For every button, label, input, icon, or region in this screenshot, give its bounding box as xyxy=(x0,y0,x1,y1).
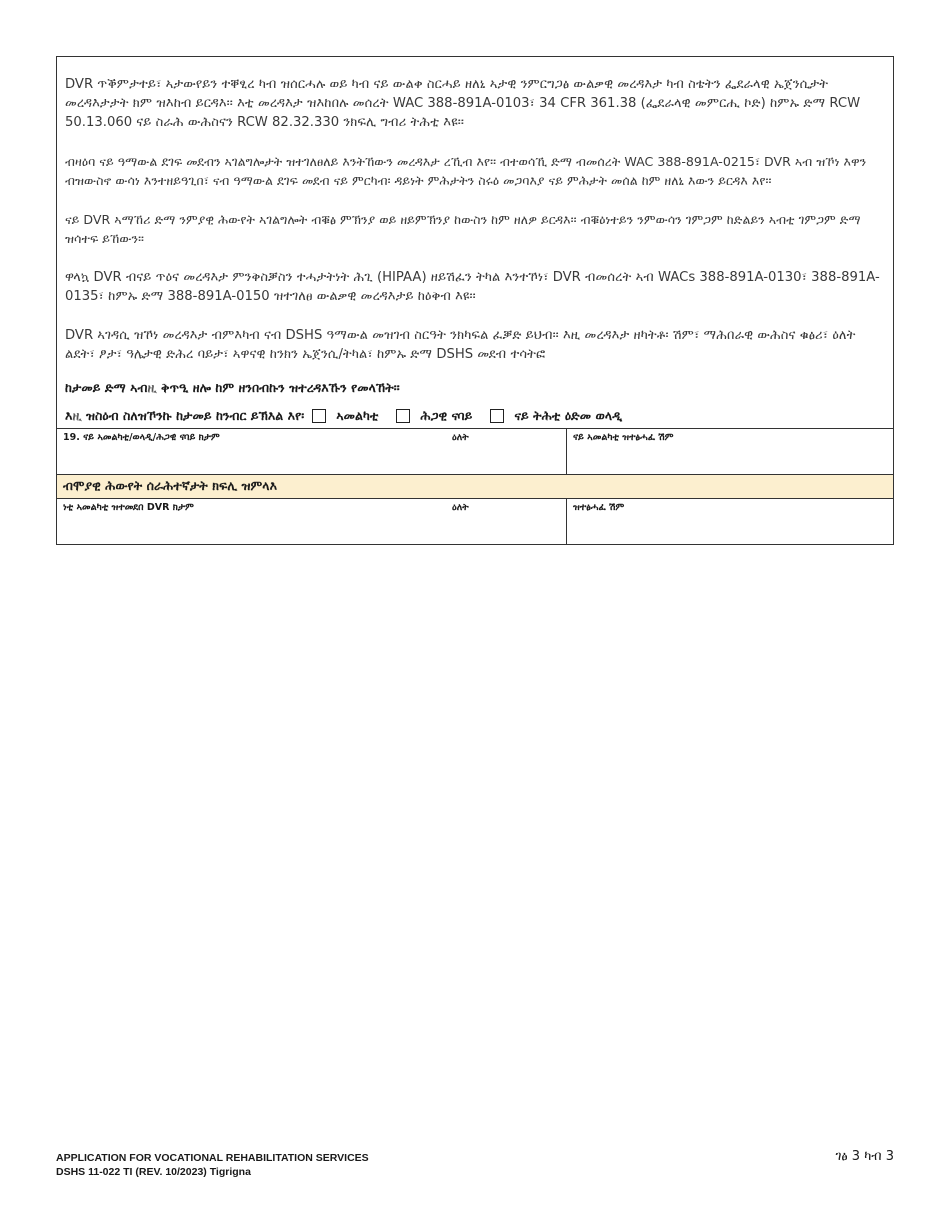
counselor-printed-name-field[interactable]: ዝተፅሓፈ ሽም xyxy=(573,502,625,513)
form-title: APPLICATION FOR VOCATIONAL REHABILITATION SERVICES xyxy=(56,1152,369,1164)
signer-option-applicant[interactable] xyxy=(312,408,378,424)
applicant-label: ኣመልካቲ xyxy=(336,408,379,423)
signer-role-line xyxy=(65,404,885,428)
applicant-signature-field[interactable]: 19. ናይ ኣመልካቲ/ወላዲ/ሕጋዊ ናባይ ክታም xyxy=(63,432,220,443)
applicant-checkbox[interactable] xyxy=(312,409,326,423)
form-footer xyxy=(56,1151,369,1179)
applicant-date-field[interactable]: ዕለት xyxy=(446,429,567,474)
paragraph-client-assistance: ብዛዕባ ናይ ዓማውል ደገፍ መደብን ኣገልግሎታት ዝተገለፀለይ እንትኸውን መረዳእታ ረኺብ እየ፡፡ ብተወሳኺ ድማ ብመሰረት WAC 388-891A-0215፣ DVR ኣብ ዝኾነ እዋን ብዝውስኖ ውሳነ እንተዘይዓጊበ፣ ናብ ዓማውል ደገፍ መደብ ናይ ምርካብ፡ ዳይነት ምሕታትን ስሩዕ መጋባእያ ናይ ምሕታት መሰል ከም ዘለኒ እውን ይርዳእ እየ፡፡ xyxy=(65,154,867,188)
consent-form-frame xyxy=(56,56,894,545)
signer-option-legal-guardian[interactable] xyxy=(396,408,472,424)
paragraph-eligibility: ናይ DVR ኣማኸሪ ድማ ንምያዊ ሕውየት ኣገልግሎት ብቑፅ ምኽንያ ወይ ዘይምኽንያ ከውስን ከም ዘለዎ ይርዳእ፡፡ ብቑዕነተይን ንምውሳን ገምጋም ከድልይን ኣብቲ ገምጋም ድማ ዝሳተፍ ይኸውን፡፡ xyxy=(65,212,861,246)
paragraph-income-verification: DVR ጥቕምታተይ፣ ኣታውየይን ተቐፂረ ካብ ዝሰርሓሉ ወይ ካብ ናይ ውልቀ ስርሓይ ዘለኒ ኣታዊ ንምርግጋፅ ውልቃዊ መረዳእታ ካብ ስቴትን ፌደራላዊ ኤጀንሲታት መረዳእታታት ክም ዝእከብ ይርዳእ፡፡ እቲ መረዳእታ ዝእከበሉ መሰረት WAC 388-891A-0103፣ 34 CFR 361.38 (ፌደራላዊ መምርሒ ኮድ) ከምኡ ድማ RCW 50.13.060 ናይ ስራሕ ውሕስናን RCW 82.32.330 ንክፍሊ ግብሪ ትሕቲ እዩ፡፡ xyxy=(65,77,861,130)
signature-acknowledgement: ከታመይ ድማ ኣብዚ ቅጥዒ ዘሎ ከም ዘንበብኩን ዝተረዳእኹን የመላኸት፡፡ xyxy=(65,380,400,395)
signer-option-parent-of-minor[interactable] xyxy=(490,408,622,424)
counselor-signature-field[interactable]: ነቲ ኣመልካቲ ዝተመደበ DVR ክታም xyxy=(63,502,194,513)
applicant-printed-name-field[interactable]: ናይ ኣመልካቲ ዝተፅሓፈ ሽም xyxy=(573,432,674,443)
paragraph-hipaa: ዋላኳ DVR ብናይ ጥዕና መረዳእታ ምንቅስቓስን ተሓታትነት ሕጊ (HIPAA) ዘይሽፈን ትካል እንተኾነ፣ DVR ብመሰረት ኣብ WACs 388-891A-0130፣ 388-891A-0135፣ ከምኡ ድማ 388-891A-0150 ዝተገለፀ ውልቃዊ መረዳእታይ ከዕቅብ እዩ፡፡ xyxy=(65,270,880,304)
parent-of-minor-checkbox[interactable] xyxy=(490,409,504,423)
staff-section-header: ብሞያዊ ሕውየት ሰራሕተኛታት ክፍሊ ዝምላእ xyxy=(57,474,893,498)
legal-guardian-checkbox[interactable] xyxy=(396,409,410,423)
parent-of-minor-label: ናይ ትሕቲ ዕድመ ወላዲ xyxy=(514,408,623,423)
applicant-signature-row xyxy=(57,428,893,474)
form-number: DSHS 11-022 TI (REV. 10/2023) Tigrigna xyxy=(56,1166,251,1178)
page-number: ገፅ 3 ካብ 3 xyxy=(835,1149,894,1164)
signer-role-prompt: እዚ ዝስዕብ ስለዝኾንኩ ከታመይ ከንብር ይኽእል እየ፡ xyxy=(65,408,305,423)
consent-text-block xyxy=(57,57,893,428)
paragraph-dshs-sharing: DVR ኣገዳሲ ዝኾነ መረዳእታ ብምእካብ ናብ DSHS ዓማውል መዝገብ ስርዓት ንክካፍል ፈቓድ ይህብ፡፡ እዚ መረዳእታ ዘካትቶ፡ ሽም፣ ማሕበራዊ ውሕስና ቁፅሪ፣ ዕለት ልደት፣ ፆታ፣ ዓሌታዊ ድሕረ ባይታ፣ ኣዋናዊ ከንክን ኤጀንሲ/ትካል፣ ከምኡ ድማ DSHS መደብ ተሳትፎ xyxy=(65,328,856,362)
counselor-date-field[interactable]: ዕለት xyxy=(446,499,567,544)
counselor-signature-row xyxy=(57,498,893,544)
legal-guardian-label: ሕጋዊ ናባይ xyxy=(420,408,473,423)
